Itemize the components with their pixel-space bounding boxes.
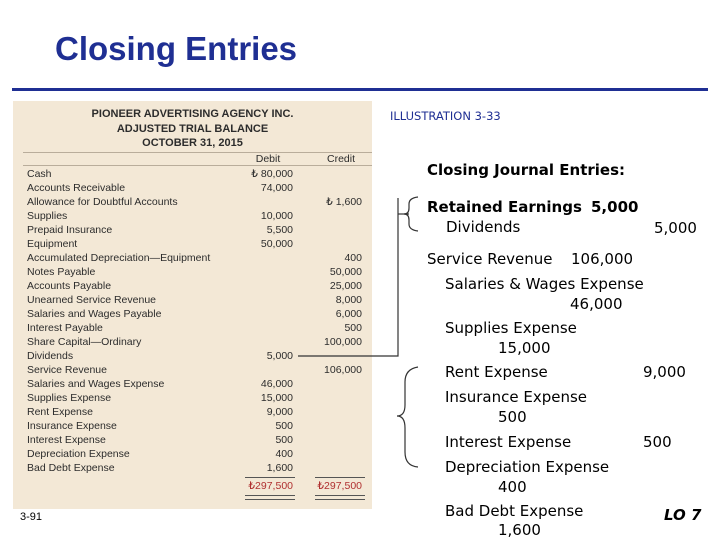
credit-account: Interest Expense: [445, 433, 572, 451]
entry1-debit-account: Retained Earnings: [427, 198, 582, 216]
credit-account: Salaries & Wages Expense: [445, 275, 644, 293]
table-row: Unearned Service Revenue 8,000: [27, 294, 362, 306]
learning-objective-tag: LO 7: [664, 506, 702, 524]
table-row: Interest Expense 500: [27, 434, 293, 446]
journal-heading: Closing Journal Entries:: [427, 161, 626, 179]
table-row: Cash ₺ 80,000: [27, 168, 293, 180]
illustration-label: ILLUSTRATION 3-33: [390, 109, 501, 123]
dividends-connector: [298, 198, 398, 356]
debit-column-header: Debit: [255, 153, 281, 165]
statement-name: ADJUSTED TRIAL BALANCE: [116, 123, 269, 135]
revenue-brace-icon: [397, 367, 418, 467]
table-row: Insurance Expense 500: [27, 420, 293, 432]
table-row: Dividends 5,000: [27, 350, 293, 362]
table-row: Prepaid Insurance 5,500: [27, 224, 293, 236]
entry2-debit-amount: 106,000: [571, 250, 634, 268]
table-row: Bad Debt Expense 1,600: [27, 462, 293, 474]
credit-account: Insurance Expense: [445, 388, 588, 406]
credit-account: Bad Debt Expense: [445, 502, 584, 520]
credit-amount: 1,600: [498, 521, 541, 539]
table-row: Salaries and Wages Payable 6,000: [27, 308, 362, 320]
table-row: Notes Payable 50,000: [27, 266, 362, 278]
entry1-debit-amount: 5,000: [591, 198, 639, 216]
slide-title: Closing Entries: [55, 30, 298, 67]
credit-amount: 400: [498, 478, 527, 496]
table-row: Share Capital—Ordinary 100,000: [27, 336, 362, 348]
credit-amount: 46,000: [570, 295, 623, 313]
table-row: Accumulated Depreciation—Equipment 400: [27, 252, 362, 264]
table-row: Salaries and Wages Expense 46,000: [27, 378, 293, 390]
credit-amount: 500: [498, 408, 527, 426]
table-row: Depreciation Expense 400: [27, 448, 293, 460]
entry1-brace-icon: [404, 197, 418, 231]
debit-total: ₺297,500: [248, 480, 293, 492]
table-row: Interest Payable 500: [27, 322, 362, 334]
statement-date: OCTOBER 31, 2015: [142, 137, 243, 149]
entry1-credit-account: Dividends: [446, 218, 521, 236]
table-row: Accounts Receivable 74,000: [27, 182, 293, 194]
table-row: Allowance for Doubtful Accounts ₺ 1,600: [27, 196, 362, 208]
credit-amount: 9,000: [643, 363, 686, 381]
table-row: Rent Expense 9,000: [27, 406, 293, 418]
credit-amount: 15,000: [498, 339, 551, 357]
table-row: Service Revenue 106,000: [27, 364, 362, 376]
entry2-debit-account: Service Revenue: [427, 250, 553, 268]
entry1-credit-amount: 5,000: [654, 219, 697, 237]
table-row: Supplies Expense 15,000: [27, 392, 293, 404]
credit-account: Supplies Expense: [445, 319, 577, 337]
table-row: Supplies 10,000: [27, 210, 293, 222]
credit-account: Depreciation Expense: [445, 458, 610, 476]
credit-amount: 500: [643, 433, 672, 451]
table-row: Accounts Payable 25,000: [27, 280, 362, 292]
table-row: Equipment 50,000: [27, 238, 293, 250]
credit-account: Rent Expense: [445, 363, 548, 381]
credit-column-header: Credit: [326, 153, 355, 165]
page-number: 3-91: [20, 511, 43, 523]
credit-total: ₺297,500: [317, 480, 362, 492]
company-name: PIONEER ADVERTISING AGENCY INC.: [91, 108, 294, 120]
